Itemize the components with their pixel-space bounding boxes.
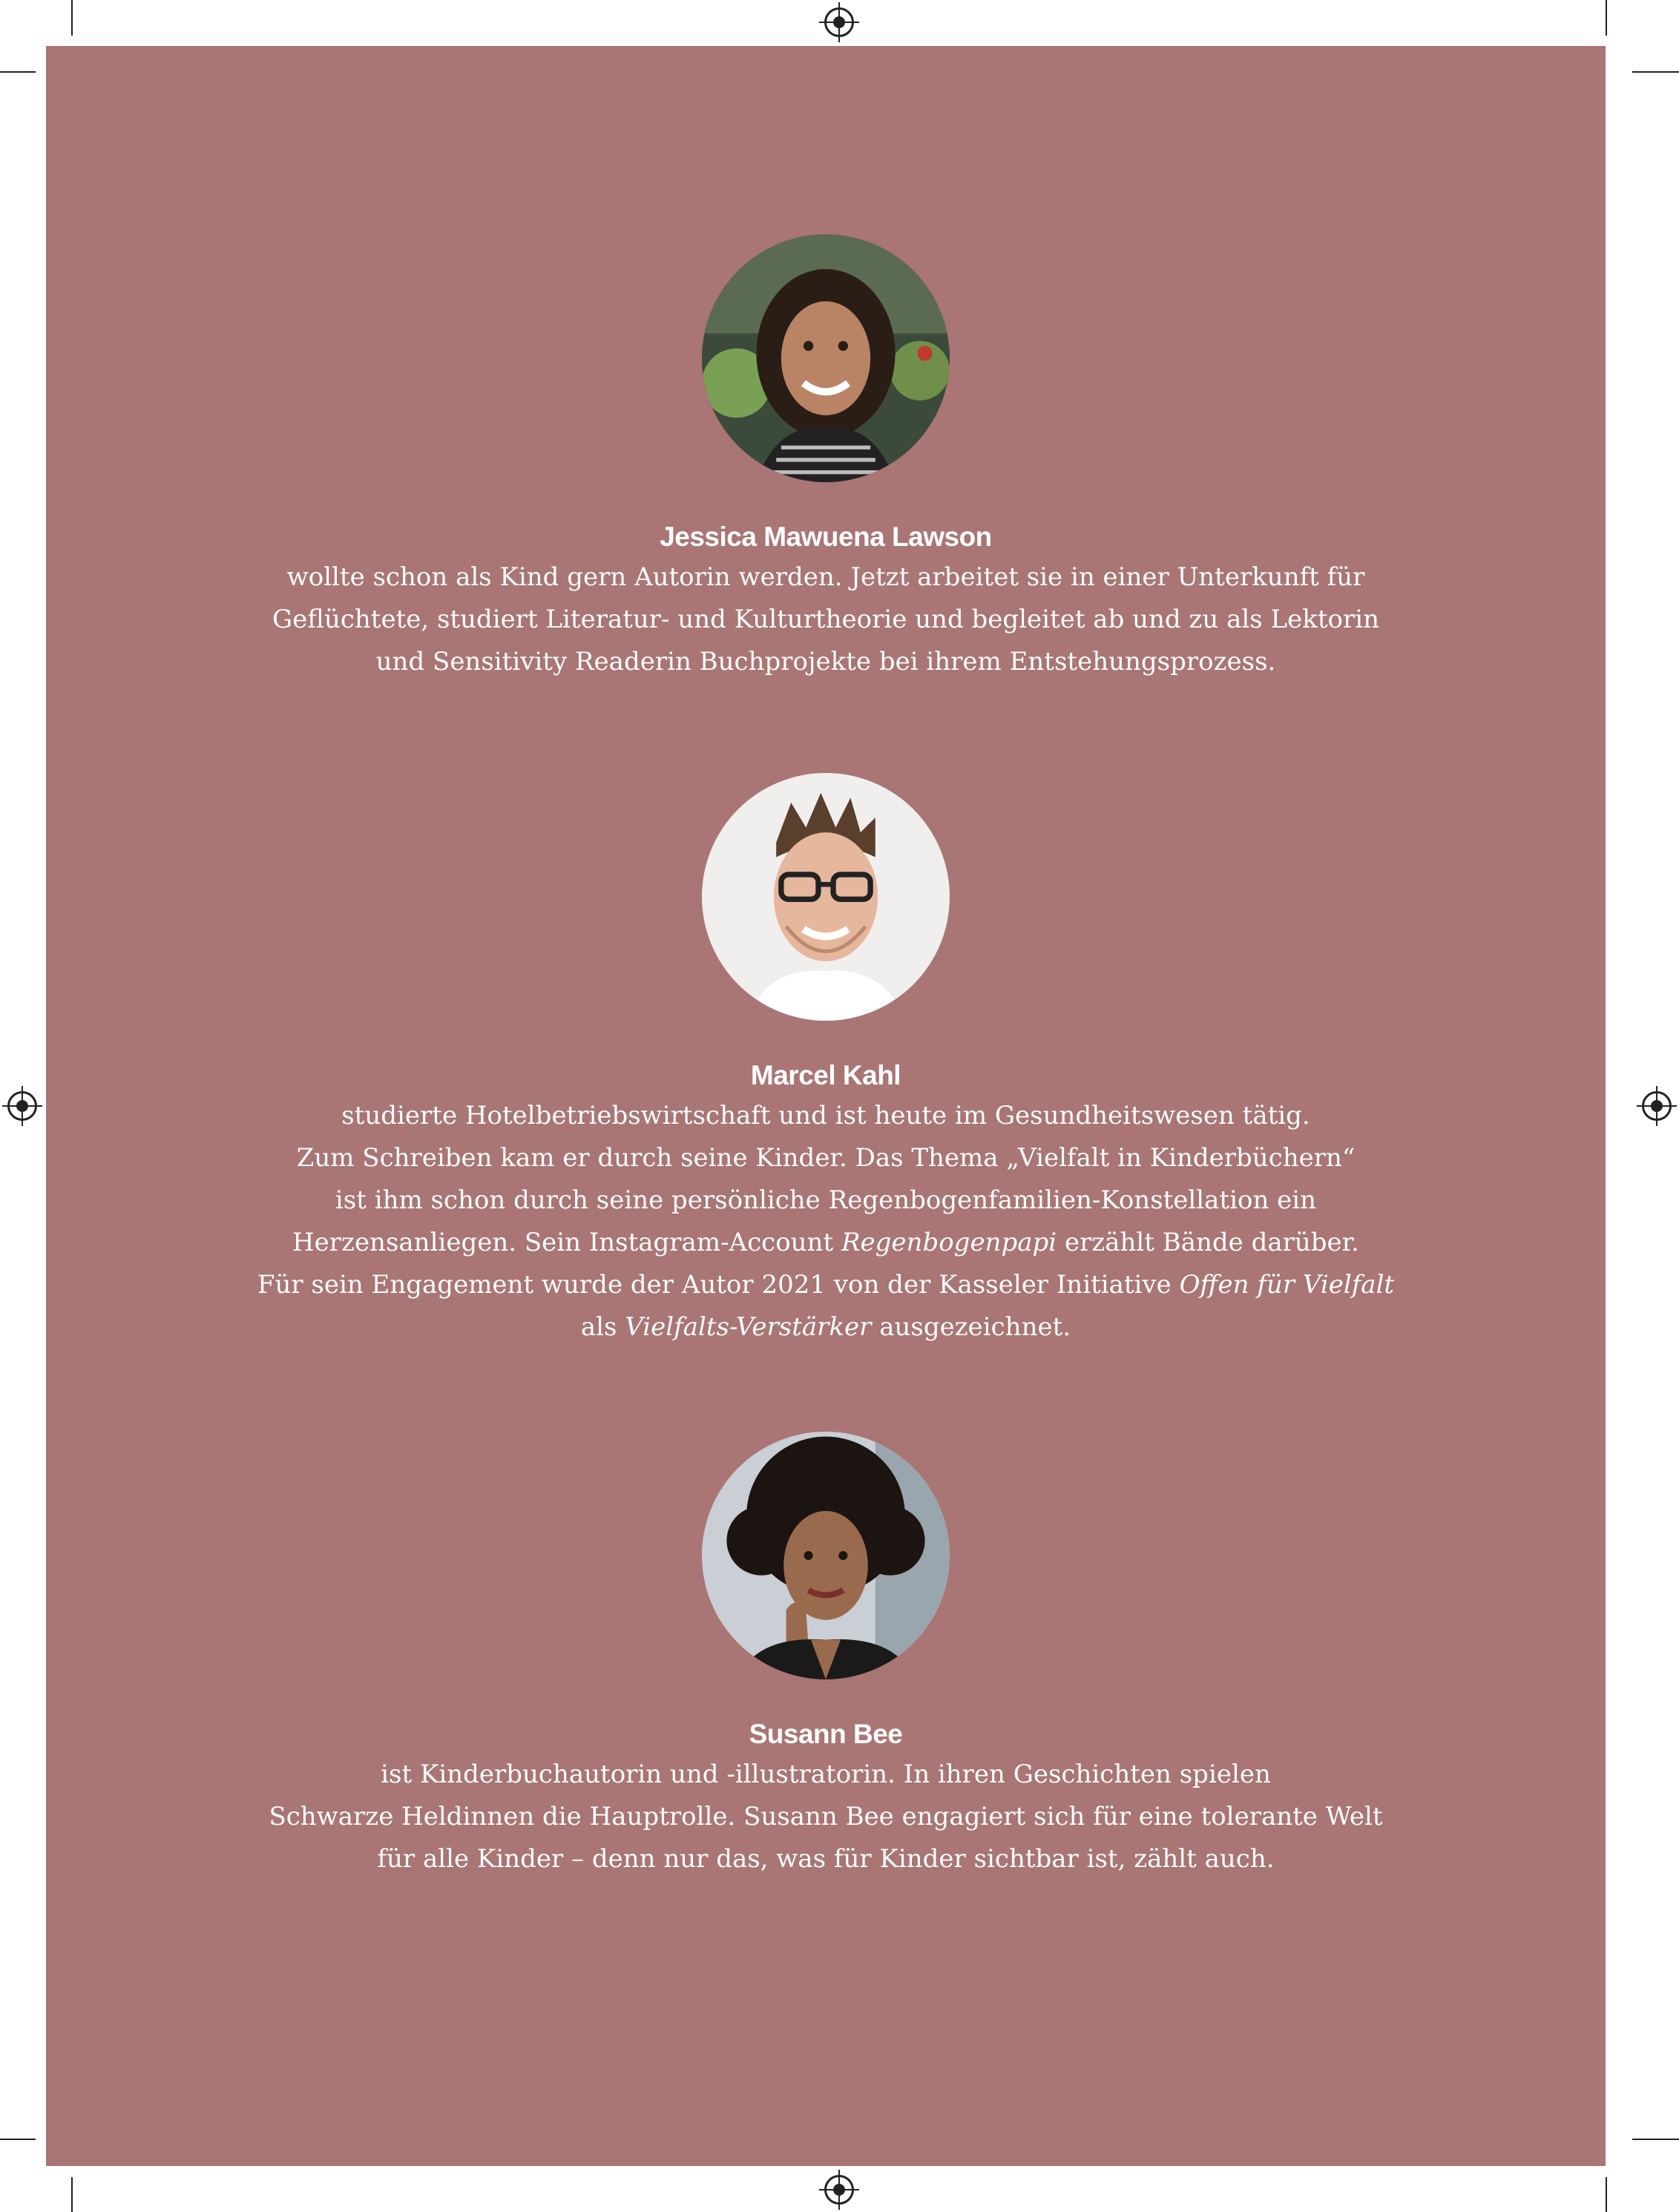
instagram-account-name: Regenbogenpapi bbox=[841, 1228, 1057, 1257]
crop-mark bbox=[71, 2177, 73, 2212]
author-photo-susann bbox=[702, 1432, 950, 1679]
bio-text: erzählt Bände darüber. bbox=[1057, 1228, 1359, 1257]
author-marcel bbox=[46, 773, 1606, 1349]
bio-line bbox=[46, 1222, 1606, 1264]
portrait-photo-icon bbox=[702, 1432, 950, 1679]
authors-panel bbox=[46, 46, 1606, 2166]
author-bio bbox=[46, 1754, 1606, 1880]
author-jessica bbox=[46, 234, 1606, 683]
author-bio bbox=[46, 1095, 1606, 1349]
bio-line: für alle Kinder – denn nur das, was für Kinder sichtbar ist, zählt auch. bbox=[377, 1844, 1275, 1874]
portrait-photo-icon bbox=[702, 234, 950, 482]
bio-text: Herzensanliegen. Sein Instagram-Account bbox=[292, 1228, 841, 1257]
bio-text: Für sein Engagement wurde der Autor 2021 von der Kasseler Initiative bbox=[257, 1270, 1180, 1300]
author-bio bbox=[46, 556, 1606, 683]
crop-mark bbox=[1606, 0, 1607, 36]
crop-mark bbox=[1632, 2139, 1679, 2140]
crop-mark bbox=[1606, 2177, 1607, 2212]
registration-mark-icon bbox=[1642, 1091, 1672, 1121]
bio-line: wollte schon als Kind gern Autorin werden. Jetzt arbeitet sie in einer Unterkunft für bbox=[286, 562, 1365, 592]
bio-line bbox=[46, 1264, 1606, 1306]
bio-line: und Sensitivity Readerin Buchprojekte bei ihrem Entstehungsprozess. bbox=[375, 647, 1276, 677]
bio-line: Zum Schreiben kam er durch seine Kinder. Das Thema „Vielfalt in Kinderbüchern“ bbox=[296, 1143, 1356, 1173]
bio-text: als bbox=[580, 1312, 625, 1342]
bio-line: Schwarze Heldinnen die Hauptrolle. Susann Bee engagiert sich für eine tolerante Welt bbox=[269, 1802, 1383, 1831]
bio-line: Geflüchtete, studiert Literatur- und Kulturtheorie und begleitet ab und zu als Lektorin bbox=[272, 605, 1379, 634]
bio-line: ist Kinderbuchautorin und -illustratorin. In ihren Geschichten spielen bbox=[381, 1760, 1271, 1789]
registration-mark-icon bbox=[824, 7, 854, 37]
award-name: Vielfalts-Verstärker bbox=[625, 1312, 872, 1342]
bio-line: ist ihm schon durch seine persönliche Regenbogenfamilien-Konstellation ein bbox=[335, 1185, 1317, 1215]
author-photo-marcel bbox=[702, 773, 950, 1021]
author-name: Jessica Mawuena Lawson bbox=[660, 521, 992, 552]
author-name: Marcel Kahl bbox=[750, 1060, 901, 1090]
author-susann bbox=[46, 1432, 1606, 1880]
registration-mark-icon bbox=[824, 2175, 854, 2205]
portrait-photo-icon bbox=[702, 773, 950, 1021]
registration-mark-icon bbox=[7, 1091, 37, 1121]
crop-mark bbox=[1632, 71, 1679, 73]
bio-line bbox=[46, 1306, 1606, 1349]
initiative-name: Offen für Vielfalt bbox=[1179, 1270, 1395, 1300]
crop-mark bbox=[71, 0, 73, 36]
bio-line: studierte Hotelbetriebswirtschaft und ist heute im Gesundheitswesen tätig. bbox=[341, 1101, 1310, 1130]
author-name: Susann Bee bbox=[749, 1719, 903, 1749]
crop-mark bbox=[0, 2139, 36, 2140]
crop-mark bbox=[0, 71, 36, 73]
bio-text: ausgezeichnet. bbox=[871, 1312, 1071, 1342]
author-photo-jessica bbox=[702, 234, 950, 482]
